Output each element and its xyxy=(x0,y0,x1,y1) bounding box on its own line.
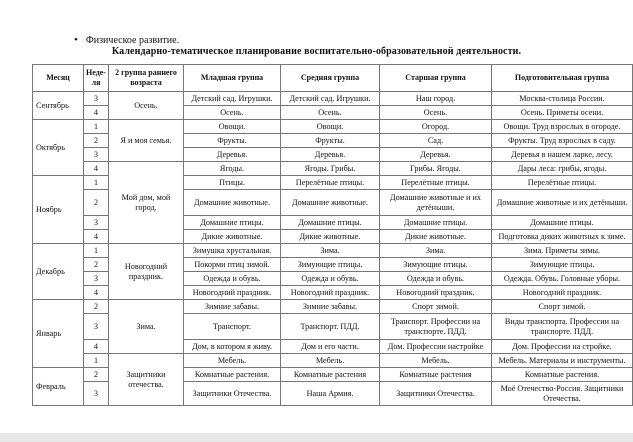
week-cell: 4 xyxy=(84,106,109,120)
table-row xyxy=(33,92,633,106)
senior-cell: Грибы. Ягоды. xyxy=(380,162,492,176)
week-cell: 1 xyxy=(84,354,109,368)
junior-cell: Зимние забавы. xyxy=(184,300,281,314)
prep-cell: Виды транспорта. Профессии на транспорте. ПДД. xyxy=(492,314,633,340)
senior-cell: Огород. xyxy=(380,120,492,134)
junior-cell: Деревья. xyxy=(184,148,281,162)
middle-cell: Домашние животные. xyxy=(281,190,380,216)
week-cell: 4 xyxy=(84,340,109,354)
week-cell: 1 xyxy=(84,244,109,258)
middle-cell: Дом и его части. xyxy=(281,340,380,354)
prep-cell: Зима. Приметы зимы. xyxy=(492,244,633,258)
junior-cell: Овощи. xyxy=(184,120,281,134)
section-title: Физическое развитие. xyxy=(85,35,180,46)
prep-cell: Москва-столица России. xyxy=(492,92,633,106)
middle-cell: Овощи. xyxy=(281,120,380,134)
middle-cell: Осень. xyxy=(281,106,380,120)
prep-cell: Комнатные растения. xyxy=(492,368,633,382)
week-cell: 2 xyxy=(84,368,109,382)
header-junior: Младшая группа xyxy=(184,65,281,92)
junior-cell: Мебель. xyxy=(184,354,281,368)
table-row xyxy=(33,244,633,258)
week-cell: 1 xyxy=(84,120,109,134)
middle-cell: Ягоды. Грибы. xyxy=(281,162,380,176)
prep-cell: Дары леса: грибы, ягоды. xyxy=(492,162,633,176)
page-gap xyxy=(0,433,633,442)
group2-cell: Новогодний праздник. xyxy=(109,244,184,300)
middle-cell: Новогодний праздник. xyxy=(281,286,380,300)
prep-cell: Домашние птицы. xyxy=(492,216,633,230)
middle-cell: Зимние забавы. xyxy=(281,300,380,314)
header-month: Месяц xyxy=(33,65,84,92)
group2-cell: Защитники отечества. xyxy=(109,354,184,406)
header-group2: 2 группа раннего возраста xyxy=(109,65,184,92)
week-cell: 2 xyxy=(84,300,109,314)
senior-cell: Транспорт. Профессии на транспорте. ПДД. xyxy=(380,314,492,340)
week-cell: 1 xyxy=(84,176,109,190)
middle-cell: Наша Армия. xyxy=(281,382,380,406)
week-cell: 3 xyxy=(84,272,109,286)
junior-cell: Детский сад. Игрушки. xyxy=(184,92,281,106)
junior-cell: Дом, в котором я живу. xyxy=(184,340,281,354)
prep-cell: Перелётные птицы. xyxy=(492,176,633,190)
middle-cell: Зима. xyxy=(281,244,380,258)
middle-cell: Детский сад. Игрушки. xyxy=(281,92,380,106)
middle-cell: Одежда и обувь. xyxy=(281,272,380,286)
week-cell: 2 xyxy=(84,258,109,272)
month-cell: Октябрь xyxy=(33,120,84,176)
senior-cell: Перелётные птицы. xyxy=(380,176,492,190)
senior-cell: Зима. xyxy=(380,244,492,258)
group2-cell: Осень. xyxy=(109,92,184,120)
senior-cell: Наш город. xyxy=(380,92,492,106)
middle-cell: Домашние птицы. xyxy=(281,216,380,230)
week-cell: 4 xyxy=(84,230,109,244)
week-cell: 2 xyxy=(84,190,109,216)
week-cell: 3 xyxy=(84,382,109,406)
section-bullet xyxy=(74,34,179,46)
senior-cell: Домашние птицы. xyxy=(380,216,492,230)
junior-cell: Одежда и обувь. xyxy=(184,272,281,286)
senior-cell: Мебель. xyxy=(380,354,492,368)
prep-cell: Новогодний праздник. xyxy=(492,286,633,300)
month-cell: Январь xyxy=(33,300,84,368)
table-row xyxy=(33,120,633,134)
table-row xyxy=(33,300,633,314)
senior-cell: Дикие животные. xyxy=(380,230,492,244)
junior-cell: Осень. xyxy=(184,106,281,120)
prep-cell: Моё Отечество-Россия. Защитники Отечества. xyxy=(492,382,633,406)
middle-cell: Транспорт. ПДД. xyxy=(281,314,380,340)
prep-cell: Зимующие птицы. xyxy=(492,258,633,272)
middle-cell: Мебель. xyxy=(281,354,380,368)
senior-cell: Новогодний праздник. xyxy=(380,286,492,300)
month-cell: Ноябрь xyxy=(33,176,84,244)
group2-cell: Я и моя семья. xyxy=(109,120,184,162)
week-cell: 3 xyxy=(84,314,109,340)
document-title: Календарно-тематическое планирование воспитательно-образовательной деятельности. xyxy=(111,46,522,57)
week-cell: 3 xyxy=(84,216,109,230)
senior-cell: Дом. Профессии настройке xyxy=(380,340,492,354)
table-row xyxy=(33,354,633,368)
week-cell: 4 xyxy=(84,162,109,176)
middle-cell: Комнатные растения xyxy=(281,368,380,382)
junior-cell: Зимушка хрустальная. xyxy=(184,244,281,258)
prep-cell: Домашние животные и их детёныши. xyxy=(492,190,633,216)
planning-table xyxy=(32,64,633,406)
junior-cell: Птицы. xyxy=(184,176,281,190)
junior-cell: Ягоды. xyxy=(184,162,281,176)
week-cell: 3 xyxy=(84,148,109,162)
middle-cell: Перелётные птицы. xyxy=(281,176,380,190)
header-row xyxy=(33,65,633,92)
senior-cell: Одежда и обувь. xyxy=(380,272,492,286)
prep-cell: Осень. Приметы осени. xyxy=(492,106,633,120)
senior-cell: Осень. xyxy=(380,106,492,120)
prep-cell: Овощи. Труд взрослых в огороде. xyxy=(492,120,633,134)
senior-cell: Деревья. xyxy=(380,148,492,162)
header-middle: Средняя группа xyxy=(281,65,380,92)
week-cell: 3 xyxy=(84,92,109,106)
table-row xyxy=(33,162,633,176)
junior-cell: Комнатные растения. xyxy=(184,368,281,382)
header-week: Неде-ля xyxy=(84,65,109,92)
prep-cell: Одежда. Обувь. Головные уборы. xyxy=(492,272,633,286)
month-cell: Декабрь xyxy=(33,244,84,300)
bullet-icon: • xyxy=(74,34,78,46)
month-cell: Февраль xyxy=(33,368,84,406)
week-cell: 2 xyxy=(84,134,109,148)
group2-cell: Мой дом, мой город. xyxy=(109,162,184,244)
header-prep: Подготовительная группа xyxy=(492,65,633,92)
week-cell: 4 xyxy=(84,286,109,300)
senior-cell: Спорт зимой. xyxy=(380,300,492,314)
senior-cell: Зимующие птицы. xyxy=(380,258,492,272)
senior-cell: Защитники Отечества. xyxy=(380,382,492,406)
middle-cell: Деревья. xyxy=(281,148,380,162)
prep-cell: Дом. Профессии на стройке. xyxy=(492,340,633,354)
junior-cell: Домашние птицы. xyxy=(184,216,281,230)
junior-cell: Домашние животные. xyxy=(184,190,281,216)
junior-cell: Фрукты. xyxy=(184,134,281,148)
group2-cell: Зима. xyxy=(109,300,184,354)
senior-cell: Сад. xyxy=(380,134,492,148)
prep-cell: Фрукты. Труд взрослых в саду. xyxy=(492,134,633,148)
middle-cell: Дикие животные. xyxy=(281,230,380,244)
junior-cell: Дикие животные. xyxy=(184,230,281,244)
junior-cell: Защитники Отечества. xyxy=(184,382,281,406)
prep-cell: Мебель. Материалы и инструменты. xyxy=(492,354,633,368)
middle-cell: Фрукты. xyxy=(281,134,380,148)
prep-cell: Спорт зимой. xyxy=(492,300,633,314)
junior-cell: Покорми птиц зимой. xyxy=(184,258,281,272)
senior-cell: Комнатные растения xyxy=(380,368,492,382)
senior-cell: Домашние животные и их детёныши. xyxy=(380,190,492,216)
month-cell: Сентябрь xyxy=(33,92,84,120)
junior-cell: Транспорт. xyxy=(184,314,281,340)
header-senior: Старшая группа xyxy=(380,65,492,92)
prep-cell: Деревья в нашем ларке, лесу. xyxy=(492,148,633,162)
junior-cell: Новогодний праздник. xyxy=(184,286,281,300)
prep-cell: Подготовка диких животных к зиме. xyxy=(492,230,633,244)
middle-cell: Зимующие птицы. xyxy=(281,258,380,272)
